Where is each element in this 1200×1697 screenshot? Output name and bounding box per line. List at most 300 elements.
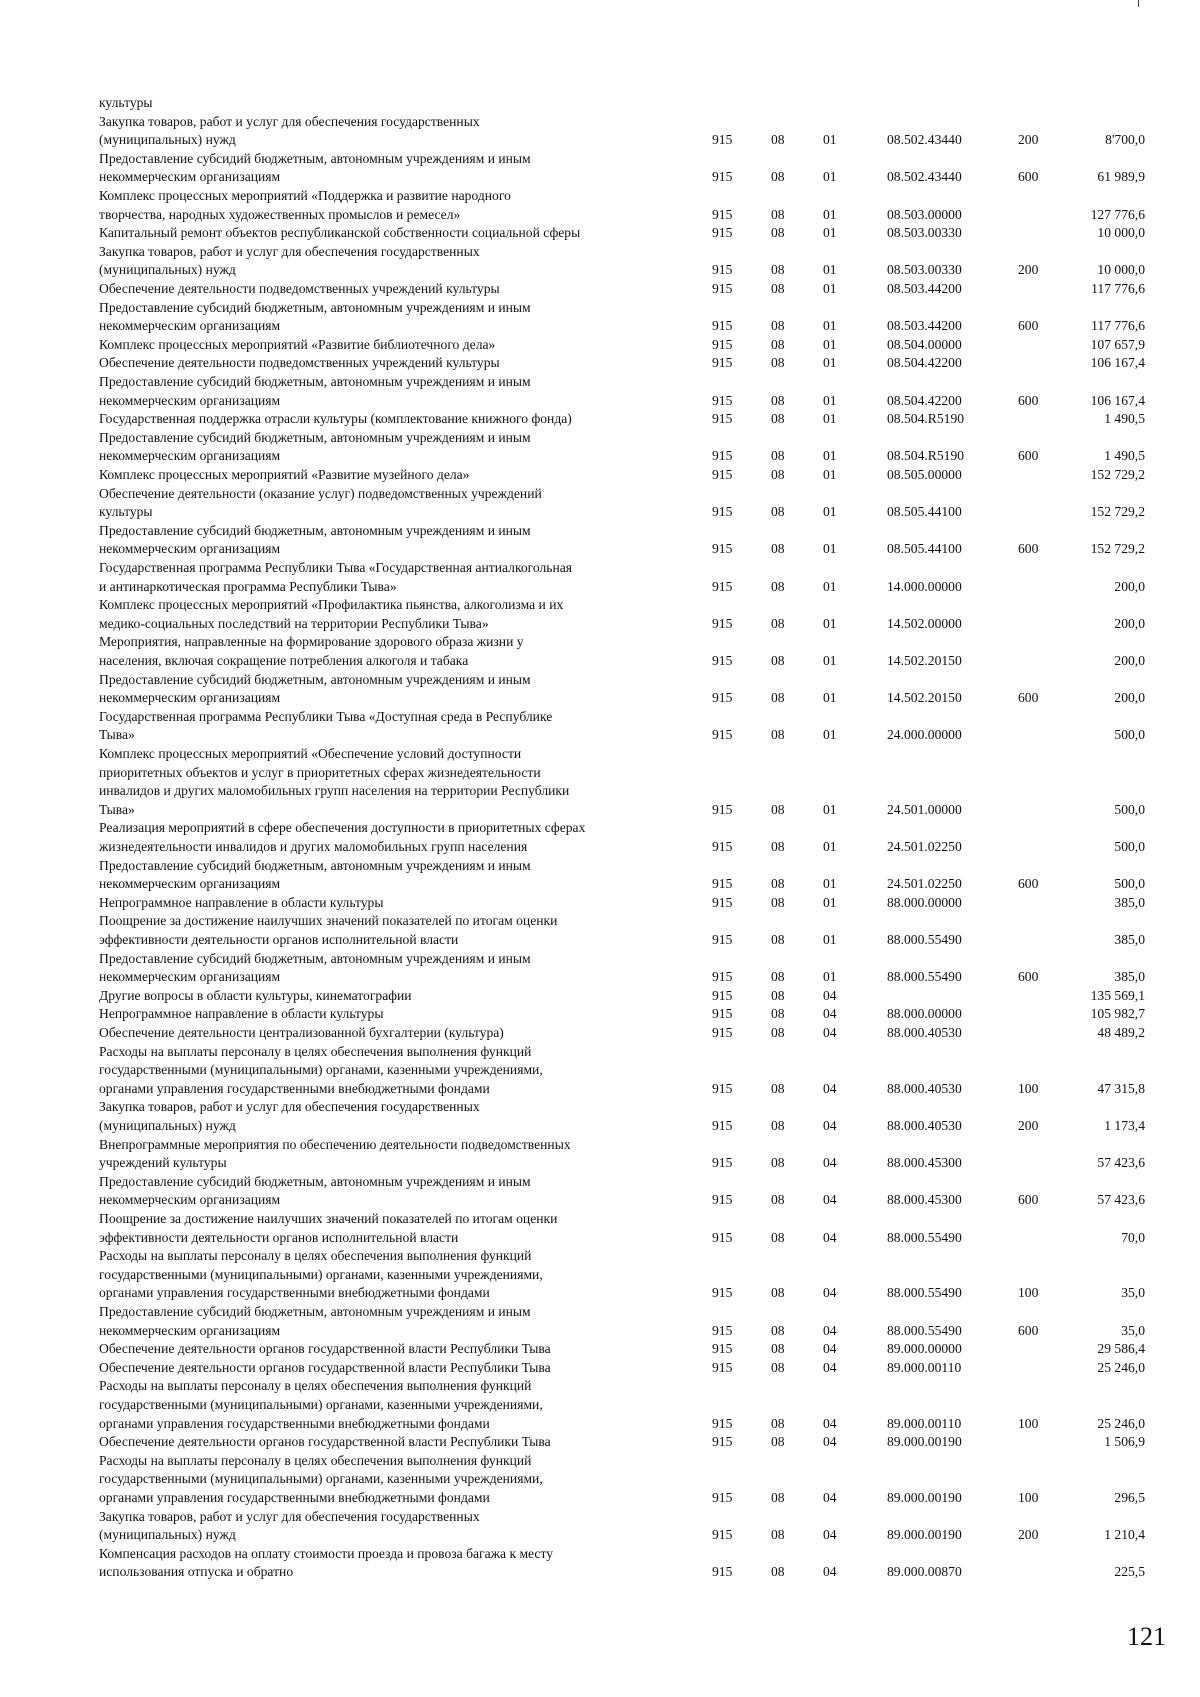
- row-description: [99, 429, 689, 466]
- row-section-code: 08: [771, 504, 785, 520]
- row-section-code: 08: [771, 1490, 785, 1505]
- row-amount: 1 210,4: [1104, 1527, 1145, 1543]
- row-description-line: Расходы на выплаты персоналу в целях обеспечения выполнения функций: [99, 1248, 532, 1264]
- row-subsection-code: 01: [823, 225, 837, 241]
- row-target-article-code: 89.000.00190: [887, 1434, 962, 1450]
- row-amount: 200,0: [1114, 615, 1145, 631]
- row-description-line: Тыва»: [99, 727, 135, 743]
- row-amount: 127 776,6: [1090, 206, 1145, 222]
- row-description-line: Другие вопросы в области культуры, кинематографии: [99, 987, 412, 1003]
- row-expense-type-code: 100: [1018, 1415, 1039, 1431]
- row-amount: 1 173,4: [1104, 1117, 1145, 1133]
- row-amount: 48 489,2: [1097, 1025, 1145, 1040]
- table-row: [0, 1005, 1200, 1024]
- table-row: [0, 987, 1200, 1006]
- row-expense-type-code: 100: [1018, 1285, 1039, 1301]
- table-row: [0, 299, 1200, 336]
- row-description: [99, 354, 689, 373]
- row-description: [99, 1024, 689, 1043]
- row-description-line: Обеспечение деятельности централизованной бухгалтерии (культура): [99, 1025, 504, 1040]
- row-description-line: Непрограммное направление в области культуры: [99, 894, 384, 910]
- table-row: [0, 1377, 1200, 1433]
- row-amount: 106 167,4: [1090, 355, 1145, 371]
- row-subsection-code: 04: [823, 1155, 837, 1171]
- row-target-article-code: 88.000.45300: [887, 1192, 962, 1208]
- row-section-code: 08: [771, 727, 785, 743]
- row-grbs-code: 915: [712, 206, 733, 222]
- row-target-article-code: 08.504.42200: [887, 392, 962, 408]
- row-amount: 29 586,4: [1097, 1341, 1145, 1357]
- row-section-code: 08: [771, 225, 785, 241]
- row-grbs-code: 915: [712, 1006, 733, 1022]
- row-target-article-code: 24.000.00000: [887, 727, 962, 743]
- row-description: [99, 1508, 689, 1545]
- row-description-line: Комплекс процессных мероприятий «Поддержка и развитие народного: [99, 188, 511, 203]
- row-amount: 61 989,9: [1097, 169, 1145, 185]
- row-description-line: Предоставление субсидий бюджетным, автономным учреждениям и иным: [99, 857, 531, 873]
- row-description-line: органами управления государственными внебюджетными фондами: [99, 1285, 490, 1301]
- row-grbs-code: 915: [712, 1341, 733, 1357]
- row-description-line: Комплекс процессных мероприятий «Обеспечение условий доступности: [99, 746, 522, 761]
- row-section-code: 08: [771, 262, 785, 278]
- row-subsection-code: 04: [823, 1117, 837, 1133]
- row-amount: 500,0: [1114, 876, 1145, 892]
- row-description-line: и антинаркотическая программа Республики Тыва»: [99, 578, 397, 594]
- row-description-line: некоммерческим организациям: [99, 169, 281, 185]
- row-subsection-code: 01: [823, 132, 837, 148]
- row-section-code: 08: [771, 1155, 785, 1171]
- row-amount: 135 569,1: [1090, 987, 1145, 1003]
- row-subsection-code: 01: [823, 467, 837, 482]
- row-description-line: некоммерческим организациям: [99, 1322, 281, 1338]
- row-target-article-code: 88.000.40530: [887, 1025, 962, 1040]
- row-subsection-code: 04: [823, 1527, 837, 1543]
- row-description-line: населения, включая сокращение потребления алкоголя и табака: [99, 652, 469, 668]
- row-description-line: использования отпуска и обратно: [99, 1564, 294, 1580]
- table-row: [0, 429, 1200, 466]
- row-description: [99, 1303, 689, 1340]
- row-target-article-code: 08.503.44200: [887, 318, 962, 334]
- row-grbs-code: 915: [712, 1192, 733, 1208]
- row-subsection-code: 04: [823, 1490, 837, 1505]
- row-section-code: 08: [771, 931, 785, 947]
- row-grbs-code: 915: [712, 615, 733, 631]
- row-description-line: Расходы на выплаты персоналу в целях обеспечения выполнения функций: [99, 1043, 532, 1059]
- row-subsection-code: 01: [823, 876, 837, 892]
- row-target-article-code: 88.000.55490: [887, 931, 962, 947]
- table-row: [0, 336, 1200, 355]
- page-number: 121: [1127, 1622, 1166, 1651]
- row-description-line: (муниципальных) нужд: [99, 262, 236, 278]
- row-expense-type-code: 600: [1018, 1322, 1039, 1338]
- row-description-line: Поощрение за достижение наилучших значений показателей по итогам оценки: [99, 1211, 558, 1226]
- row-section-code: 08: [771, 132, 785, 148]
- row-subsection-code: 01: [823, 578, 837, 594]
- row-description-line: органами управления государственными внебюджетными фондами: [99, 1080, 490, 1096]
- row-description-line: Закупка товаров, работ и услуг для обеспечения государственных: [99, 113, 480, 129]
- row-amount: 152 729,2: [1090, 504, 1145, 520]
- row-description: [99, 1340, 689, 1359]
- row-grbs-code: 915: [712, 931, 733, 947]
- row-subsection-code: 01: [823, 504, 837, 520]
- row-target-article-code: 88.000.40530: [887, 1117, 962, 1133]
- row-grbs-code: 915: [712, 987, 733, 1003]
- row-grbs-code: 915: [712, 727, 733, 743]
- row-grbs-code: 915: [712, 876, 733, 892]
- row-amount: 500,0: [1114, 838, 1145, 854]
- row-section-code: 08: [771, 1285, 785, 1301]
- row-target-article-code: 24.501.02250: [887, 838, 962, 854]
- row-section-code: 08: [771, 690, 785, 706]
- row-grbs-code: 915: [712, 578, 733, 594]
- row-description: [99, 1452, 689, 1508]
- row-description-line: Внепрограммные мероприятия по обеспечению деятельности подведомственных: [99, 1136, 571, 1152]
- row-description-line: некоммерческим организациям: [99, 876, 281, 892]
- row-description: [99, 113, 689, 150]
- table-row: [0, 633, 1200, 670]
- row-amount: 70,0: [1121, 1229, 1145, 1245]
- row-grbs-code: 915: [712, 1285, 733, 1301]
- row-subsection-code: 04: [823, 1564, 837, 1580]
- row-subsection-code: 01: [823, 690, 837, 706]
- row-subsection-code: 01: [823, 281, 837, 296]
- row-section-code: 08: [771, 652, 785, 668]
- row-amount: 1 490,5: [1104, 411, 1145, 427]
- table-row: [0, 912, 1200, 949]
- row-section-code: 08: [771, 448, 785, 464]
- table-row: [0, 1340, 1200, 1359]
- row-description-line: приоритетных объектов и услуг в приоритетных сферах жизнедеятельности: [99, 764, 541, 780]
- row-section-code: 08: [771, 894, 785, 910]
- row-description: [99, 299, 689, 336]
- row-description-line: Закупка товаров, работ и услуг для обеспечения государственных: [99, 243, 480, 259]
- row-grbs-code: 915: [712, 969, 733, 985]
- scan-edge-mark: [1138, 0, 1139, 7]
- row-description: [99, 708, 689, 745]
- table-row: [0, 354, 1200, 373]
- row-grbs-code: 915: [712, 1025, 733, 1040]
- row-section-code: 08: [771, 801, 785, 817]
- row-amount: 25 246,0: [1097, 1359, 1145, 1375]
- row-target-article-code: 89.000.00110: [887, 1359, 962, 1375]
- row-description: [99, 1247, 689, 1303]
- row-description-line: некоммерческим организациям: [99, 448, 281, 464]
- row-amount: 385,0: [1114, 969, 1145, 985]
- row-grbs-code: 915: [712, 132, 733, 148]
- table-row: [0, 1452, 1200, 1508]
- row-description: [99, 466, 689, 485]
- row-section-code: 08: [771, 1527, 785, 1543]
- row-section-code: 08: [771, 1415, 785, 1431]
- row-description-line: Предоставление субсидий бюджетным, автономным учреждениям и иным: [99, 374, 531, 389]
- row-description-line: Государственная программа Республики Тыва «Государственная антиалкогольная: [99, 560, 573, 575]
- row-description-line: некоммерческим организациям: [99, 690, 281, 706]
- row-amount: 10 000,0: [1097, 262, 1145, 278]
- row-subsection-code: 01: [823, 838, 837, 854]
- row-description-line: Предоставление субсидий бюджетным, автономным учреждениям и иным: [99, 1304, 531, 1319]
- table-row: [0, 113, 1200, 150]
- table-row: [0, 150, 1200, 187]
- row-description: [99, 280, 689, 299]
- row-section-code: 08: [771, 392, 785, 408]
- row-subsection-code: 01: [823, 318, 837, 334]
- row-description: [99, 633, 689, 670]
- row-description: [99, 894, 689, 913]
- row-description: [99, 1359, 689, 1378]
- row-description-line: (муниципальных) нужд: [99, 1117, 236, 1133]
- row-grbs-code: 915: [712, 1434, 733, 1450]
- row-target-article-code: 08.505.44100: [887, 504, 962, 520]
- row-expense-type-code: 600: [1018, 969, 1039, 985]
- row-description-line: органами управления государственными внебюджетными фондами: [99, 1489, 490, 1505]
- row-target-article-code: 14.502.00000: [887, 615, 962, 631]
- row-description-line: государственными (муниципальными) органами, казенными учреждениями,: [99, 1396, 543, 1412]
- row-description-line: некоммерческим организациям: [99, 1192, 281, 1208]
- row-section-code: 08: [771, 318, 785, 334]
- row-section-code: 08: [771, 838, 785, 854]
- row-description-line: Обеспечение деятельности (оказание услуг) подведомственных учреждений: [99, 485, 542, 501]
- row-grbs-code: 915: [712, 225, 733, 241]
- row-amount: 296,5: [1114, 1490, 1145, 1505]
- row-expense-type-code: 600: [1018, 318, 1039, 334]
- row-amount: 8'700,0: [1105, 132, 1145, 148]
- row-description-line: (муниципальных) нужд: [99, 1527, 236, 1543]
- row-grbs-code: 915: [712, 392, 733, 408]
- row-amount: 57 423,6: [1097, 1155, 1145, 1171]
- row-subsection-code: 01: [823, 206, 837, 222]
- row-description-line: Расходы на выплаты персоналу в целях обеспечения выполнения функций: [99, 1378, 532, 1394]
- row-target-article-code: 89.000.00190: [887, 1527, 962, 1543]
- row-subsection-code: 01: [823, 411, 837, 427]
- row-description-line: Государственная программа Республики Тыва «Доступная среда в Республике: [99, 708, 553, 724]
- row-description: [99, 745, 689, 819]
- table-row: [0, 1043, 1200, 1099]
- row-target-article-code: 89.000.00870: [887, 1564, 962, 1580]
- row-subsection-code: 01: [823, 448, 837, 464]
- row-section-code: 08: [771, 281, 785, 296]
- row-section-code: 08: [771, 1229, 785, 1245]
- row-description-line: культуры: [99, 95, 153, 110]
- row-grbs-code: 915: [712, 894, 733, 910]
- row-section-code: 08: [771, 578, 785, 594]
- row-target-article-code: 08.502.43440: [887, 169, 962, 185]
- row-description: [99, 1377, 689, 1433]
- row-target-article-code: 08.504.R5190: [887, 411, 965, 427]
- row-description-line: инвалидов и других маломобильных групп населения на территории Республики: [99, 783, 570, 799]
- row-description-line: некоммерческим организациям: [99, 392, 281, 408]
- row-subsection-code: 01: [823, 392, 837, 408]
- row-subsection-code: 04: [823, 1322, 837, 1338]
- row-amount: 117 776,6: [1091, 281, 1145, 296]
- row-amount: 1 490,5: [1104, 448, 1145, 464]
- row-section-code: 08: [771, 1359, 785, 1375]
- row-description-line: культуры: [99, 504, 153, 520]
- row-section-code: 08: [771, 1006, 785, 1022]
- row-description: [99, 1098, 689, 1135]
- table-row: [0, 1545, 1200, 1582]
- row-target-article-code: 24.501.02250: [887, 876, 962, 892]
- row-description-line: жизнедеятельности инвалидов и других маломобильных групп населения: [99, 838, 528, 854]
- row-section-code: 08: [771, 1192, 785, 1208]
- row-description-line: Предоставление субсидий бюджетным, автономным учреждениям и иным: [99, 150, 531, 166]
- row-amount: 1 506,9: [1104, 1434, 1145, 1450]
- row-section-code: 08: [771, 615, 785, 631]
- row-target-article-code: 08.504.R5190: [887, 448, 965, 464]
- table-row: [0, 596, 1200, 633]
- table-row: [0, 1173, 1200, 1210]
- row-grbs-code: 915: [712, 411, 733, 427]
- row-amount: 106 167,4: [1090, 392, 1145, 408]
- row-target-article-code: 08.505.44100: [887, 541, 962, 557]
- row-target-article-code: 24.501.00000: [887, 801, 962, 817]
- row-section-code: 08: [771, 1322, 785, 1338]
- row-subsection-code: 04: [823, 1080, 837, 1096]
- row-description-line: государственными (муниципальными) органами, казенными учреждениями,: [99, 1471, 543, 1487]
- row-amount: 200,0: [1114, 690, 1145, 706]
- row-amount: 105 982,7: [1090, 1006, 1145, 1022]
- row-grbs-code: 915: [712, 355, 733, 371]
- row-subsection-code: 04: [823, 987, 837, 1003]
- row-description: [99, 819, 689, 856]
- row-description: [99, 1433, 689, 1452]
- row-grbs-code: 915: [712, 467, 733, 482]
- row-description-line: Обеспечение деятельности органов государственной власти Республики Тыва: [99, 1341, 551, 1357]
- row-grbs-code: 915: [712, 1359, 733, 1375]
- row-expense-type-code: 200: [1018, 1117, 1039, 1133]
- row-description: [99, 522, 689, 559]
- row-target-article-code: 89.000.00190: [887, 1490, 962, 1505]
- row-target-article-code: 14.502.20150: [887, 690, 962, 706]
- row-description: [99, 187, 689, 224]
- row-description: [99, 94, 689, 113]
- row-subsection-code: 04: [823, 1285, 837, 1301]
- table-row: [0, 1247, 1200, 1303]
- row-subsection-code: 01: [823, 541, 837, 557]
- row-grbs-code: 915: [712, 1490, 733, 1505]
- table-row: [0, 1303, 1200, 1340]
- row-description-line: некоммерческим организациям: [99, 318, 281, 334]
- row-description-line: Обеспечение деятельности подведомственных учреждений культуры: [99, 355, 500, 371]
- row-description-line: Капитальный ремонт объектов республиканской собственности социальной сферы: [99, 225, 581, 241]
- row-grbs-code: 915: [712, 1322, 733, 1338]
- row-target-article-code: 08.503.44200: [887, 281, 962, 296]
- row-description-line: медико-социальных последствий на территории Республики Тыва»: [99, 615, 489, 631]
- row-subsection-code: 01: [823, 652, 837, 668]
- row-subsection-code: 04: [823, 1229, 837, 1245]
- row-target-article-code: 88.000.45300: [887, 1155, 962, 1171]
- row-section-code: 08: [771, 336, 785, 352]
- row-description-line: органами управления государственными внебюджетными фондами: [99, 1415, 490, 1431]
- row-description-line: учреждений культуры: [99, 1155, 227, 1171]
- row-section-code: 08: [771, 411, 785, 427]
- row-description: [99, 1545, 689, 1582]
- row-description-line: Комплекс процессных мероприятий «Профилактика пьянства, алкоголизма и их: [99, 597, 564, 613]
- row-grbs-code: 915: [712, 1564, 733, 1580]
- table-row: [0, 187, 1200, 224]
- row-description-line: Мероприятия, направленные на формирование здорового образа жизни у: [99, 634, 524, 650]
- row-target-article-code: 08.502.43440: [887, 132, 962, 148]
- table-row: [0, 857, 1200, 894]
- row-description-line: Обеспечение деятельности органов государственной власти Республики Тыва: [99, 1434, 551, 1450]
- row-section-code: 08: [771, 876, 785, 892]
- row-expense-type-code: 100: [1018, 1080, 1039, 1096]
- row-amount: 385,0: [1114, 894, 1145, 910]
- row-description-line: Предоставление субсидий бюджетным, автономным учреждениям и иным: [99, 522, 531, 538]
- table-row: [0, 559, 1200, 596]
- row-description: [99, 373, 689, 410]
- row-grbs-code: 915: [712, 169, 733, 185]
- row-subsection-code: 01: [823, 355, 837, 371]
- row-target-article-code: 88.000.55490: [887, 1285, 962, 1301]
- row-description-line: творчества, народных художественных промыслов и ремесел»: [99, 206, 461, 222]
- row-section-code: 08: [771, 1025, 785, 1040]
- row-amount: 25 246,0: [1097, 1415, 1145, 1431]
- row-description-line: государственными (муниципальными) органами, казенными учреждениями,: [99, 1062, 543, 1078]
- row-grbs-code: 915: [712, 1155, 733, 1171]
- row-grbs-code: 915: [712, 448, 733, 464]
- row-section-code: 08: [771, 987, 785, 1003]
- row-expense-type-code: 600: [1018, 1192, 1039, 1208]
- row-grbs-code: 915: [712, 1527, 733, 1543]
- row-description-line: эффективности деятельности органов исполнительной власти: [99, 1229, 459, 1245]
- row-description: [99, 243, 689, 280]
- row-description: [99, 485, 689, 522]
- row-description-line: Тыва»: [99, 801, 135, 817]
- row-description-line: Государственная поддержка отрасли культуры (комплектование книжного фонда): [99, 411, 572, 427]
- row-description-line: Компенсация расходов на оплату стоимости проезда и провоза багажа к месту: [99, 1545, 554, 1561]
- row-section-code: 08: [771, 1564, 785, 1580]
- row-amount: 10 000,0: [1097, 225, 1145, 241]
- row-description-line: (муниципальных) нужд: [99, 132, 236, 148]
- table-row: [0, 1210, 1200, 1247]
- row-grbs-code: 915: [712, 281, 733, 296]
- row-target-article-code: 08.504.00000: [887, 336, 962, 352]
- row-subsection-code: 01: [823, 262, 837, 278]
- table-row: [0, 373, 1200, 410]
- row-grbs-code: 915: [712, 690, 733, 706]
- row-description-line: Комплекс процессных мероприятий «Развитие библиотечного дела»: [99, 336, 496, 352]
- row-amount: 152 729,2: [1090, 541, 1145, 557]
- row-description-line: Предоставление субсидий бюджетным, автономным учреждениям и иным: [99, 1173, 531, 1189]
- row-subsection-code: 01: [823, 931, 837, 947]
- row-grbs-code: 915: [712, 1080, 733, 1096]
- row-subsection-code: 04: [823, 1006, 837, 1022]
- row-description-line: Предоставление субсидий бюджетным, автономным учреждениям и иным: [99, 429, 531, 445]
- table-row: [0, 708, 1200, 745]
- row-amount: 57 423,6: [1097, 1192, 1145, 1208]
- table-row: [0, 894, 1200, 913]
- row-description: [99, 1210, 689, 1247]
- table-row: [0, 410, 1200, 429]
- row-target-article-code: 08.503.00000: [887, 206, 962, 222]
- row-description-line: Предоставление субсидий бюджетным, автономным учреждениям и иным: [99, 299, 531, 315]
- row-description: [99, 1136, 689, 1173]
- row-subsection-code: 04: [823, 1434, 837, 1450]
- table-row: [0, 1508, 1200, 1545]
- row-subsection-code: 01: [823, 615, 837, 631]
- row-grbs-code: 915: [712, 336, 733, 352]
- row-expense-type-code: 200: [1018, 1527, 1039, 1543]
- row-amount: 35,0: [1121, 1322, 1145, 1338]
- row-target-article-code: 14.502.20150: [887, 652, 962, 668]
- row-description: [99, 1043, 689, 1099]
- row-description: [99, 950, 689, 987]
- table-row: [0, 243, 1200, 280]
- row-subsection-code: 01: [823, 801, 837, 817]
- row-target-article-code: 08.503.00330: [887, 262, 962, 278]
- row-section-code: 08: [771, 969, 785, 985]
- row-section-code: 08: [771, 1080, 785, 1096]
